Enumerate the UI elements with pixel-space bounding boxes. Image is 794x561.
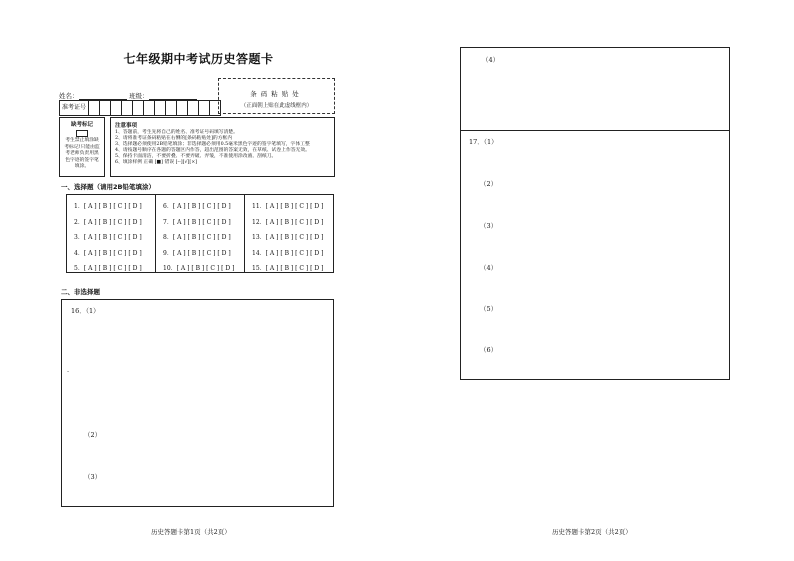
mc-column [67,195,156,272]
mc-item[interactable]: 12．[ A ] [ B ] [ C ] [ D ] [252,218,324,226]
name-label: 姓名： [59,92,79,100]
note-line: 5、保持卡面清洁，不要折叠、不要弄破、弄皱，不准使用涂改液、刮纸刀。 [115,154,277,160]
absent-mark-box [59,117,105,177]
stray-dot: . [67,366,70,374]
id-cell[interactable] [89,101,100,115]
absent-title: 缺考标记 [70,122,93,128]
barcode-note: （正面朝上贴在此虚线框内） [240,103,313,109]
mc-item[interactable]: 8．[ A ] [ B ] [ C ] [ D ] [163,234,231,242]
id-cell[interactable] [155,101,166,115]
note-line: 1、答题前，考生先将自己的姓名、准考证号码填写清楚。 [115,130,238,135]
note-line: 2、请将准考证条码粘贴在右侧的[条码粘贴处]的方框内 [115,136,233,142]
q17-part3-label: （3） [480,222,498,230]
id-cell[interactable] [133,101,144,115]
exam-id-label: 准考证号 [60,101,89,115]
class-field[interactable] [129,91,197,100]
q17-part4-label: （4） [480,264,498,272]
note-line: 4、请按题号顺序在各题的答题区内作答，超出范围的答案无效，在草纸、试卷上作答无效。 [115,148,310,154]
answer-box-q16-part4[interactable] [460,47,730,130]
id-cell[interactable] [144,101,155,115]
absent-checkbox[interactable] [76,130,88,137]
id-cell[interactable] [122,101,133,115]
page-title: 七年级期中考试历史答题卡 [123,52,274,66]
answer-box-q16[interactable] [61,299,334,507]
barcode-area [218,78,335,114]
notes-title: 注意事项 [115,123,138,129]
name-field[interactable] [59,91,127,100]
mc-item[interactable]: 10．[ A ] [ B ] [ C ] [ D ] [163,265,235,273]
exam-id-grid[interactable] [59,100,221,116]
section1-title: 一、选择题（请用2B铅笔填涂） [61,183,155,191]
section2-title: 二、非选择题 [61,288,100,296]
barcode-title: 条码粘贴处 [250,90,303,98]
id-cell[interactable] [100,101,111,115]
id-cell[interactable] [166,101,177,115]
mc-item[interactable]: 3．[ A ] [ B ] [ C ] [ D ] [74,234,142,242]
mc-item[interactable]: 7．[ A ] [ B ] [ C ] [ D ] [163,218,231,226]
q17-part5-label: （5） [480,305,498,313]
mc-item[interactable]: 15．[ A ] [ B ] [ C ] [ D ] [252,265,324,273]
notes-box [110,117,335,177]
name-underline [79,93,127,100]
note-line: 6、填涂样例 正确 [■] 错误 [--][√][×] [115,160,198,166]
footer-page2: 历史答题卡第2页（共2页） [552,528,632,536]
id-cell[interactable] [199,101,210,115]
class-label: 班级： [129,92,149,100]
mc-item[interactable]: 4．[ A ] [ B ] [ C ] [ D ] [74,249,142,257]
multiple-choice-grid [66,194,334,273]
id-cell[interactable] [111,101,122,115]
absent-desc: 考生禁止填涂缺考标记!只能由监考老师负责用黑色字迹的签字笔填涂。 [64,138,100,169]
q16-part3-label: （3） [84,473,102,481]
mc-item[interactable]: 14．[ A ] [ B ] [ C ] [ D ] [252,249,324,257]
mc-item[interactable]: 13．[ A ] [ B ] [ C ] [ D ] [252,234,324,242]
mc-column [245,195,333,272]
mc-item[interactable]: 5．[ A ] [ B ] [ C ] [ D ] [74,265,142,273]
class-underline [149,93,197,100]
mc-item[interactable]: 11．[ A ] [ B ] [ C ] [ D ] [252,203,324,210]
mc-item[interactable]: 9．[ A ] [ B ] [ C ] [ D ] [163,249,231,257]
mc-item[interactable]: 6．[ A ] [ B ] [ C ] [ D ] [163,203,231,210]
q16-part4-label: （4） [482,56,500,64]
q17-part2-label: （2） [480,180,498,188]
mc-column [156,195,245,272]
answer-box-q17[interactable] [460,130,730,380]
mc-item[interactable]: 2．[ A ] [ B ] [ C ] [ D ] [74,218,142,226]
q16-part2-label: （2） [84,431,102,439]
id-cell[interactable] [177,101,188,115]
id-cell[interactable] [188,101,199,115]
q17-part6-label: （6） [480,346,498,354]
q16-label: 16．（1） [71,307,100,315]
mc-item[interactable]: 1．[ A ] [ B ] [ C ] [ D ] [74,203,142,210]
footer-page1: 历史答题卡第1页（共2页） [151,528,231,536]
q17-label: 17．（1） [469,138,498,146]
note-line: 3、选择题必须使用2B铅笔填涂；非选择题必须用0.5毫米黑色字迹的签字笔填写，字体工整 [115,142,310,148]
